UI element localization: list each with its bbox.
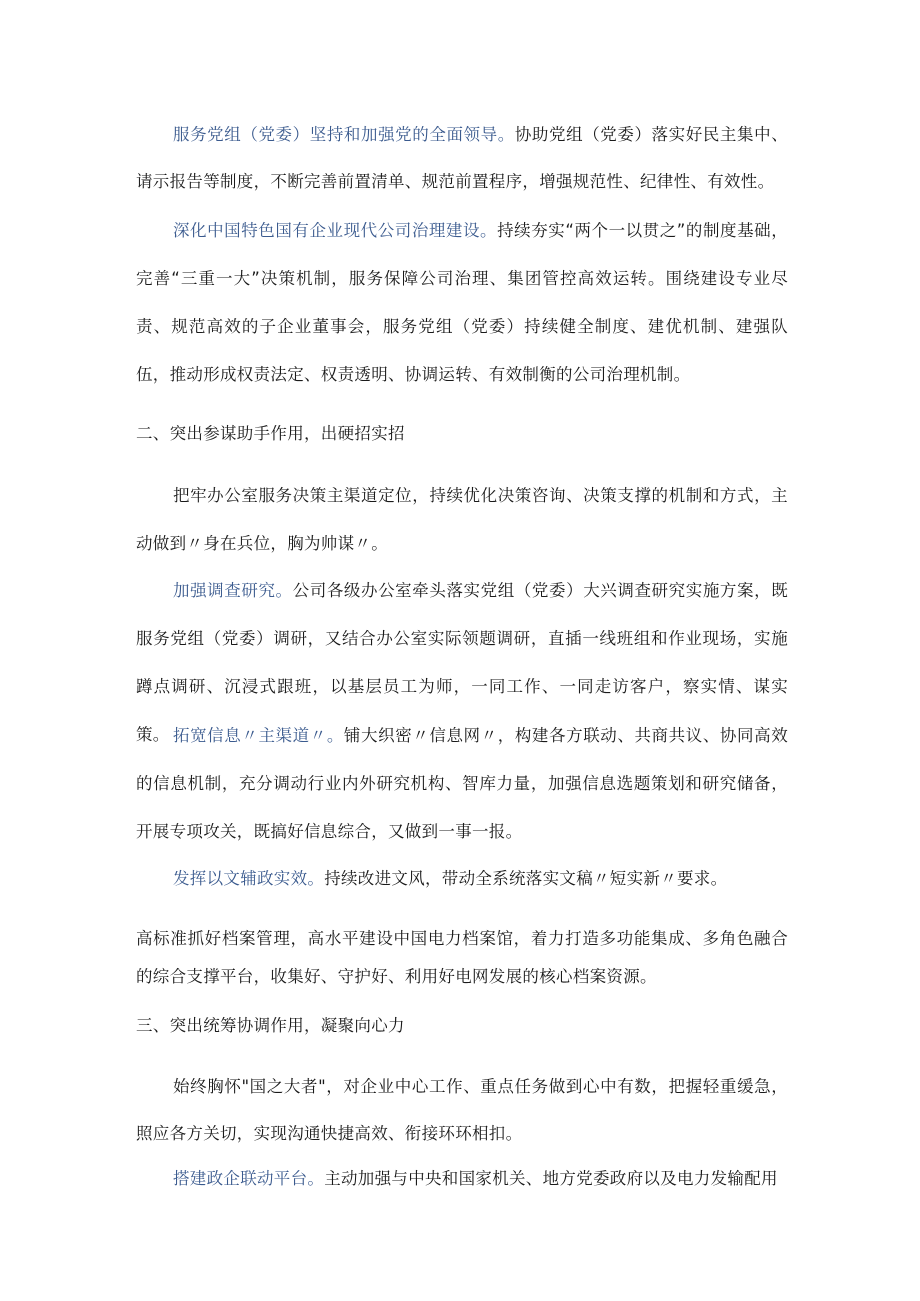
- paragraph-lead: 加强调查研究。: [173, 581, 293, 600]
- paragraph-lead: 发挥以文辅政实效。: [173, 869, 325, 888]
- paragraph-corporate-governance: [136, 207, 788, 399]
- paragraph-lead: 拓宽信息〃主渠道〃。: [173, 726, 344, 745]
- section-heading-three: [136, 1007, 788, 1045]
- paragraph-lead: 搭建政企联动平台。: [173, 1169, 325, 1188]
- paragraph-archives: [136, 920, 788, 996]
- paragraph-text: 主动加强与中央和国家机关、地方党委政府以及电力发输配用: [324, 1169, 778, 1188]
- paragraph-decision-support: [136, 472, 788, 568]
- paragraph-text: 协助党组（党委）落实好民主集中、请示报告等制度，不断完善前置清单、规范前置程序，增强规范性、纪律性、有效性。: [136, 125, 788, 191]
- paragraph-information-channel: [136, 712, 788, 856]
- paragraph-text: 公司各级办公室牵头落实党组（党委）大兴调查研究实施方案，既服务党组（党委）调研，又结合办公室实际领题调研，直插一线班组和作业现场，实施蹲点调研、沉浸式跟班，以基层员工为师，一同工作、一同走访客户，察实情、谋实策。: [136, 581, 788, 744]
- paragraph-text: 铺大织密〃信息网〃，构建各方联动、共商共议、协同高效的信息机制，充分调动行业内外研究机构、智库力量，加强信息选题策划和研究储备，开展专项攻关，既搞好信息综合，又做到一事一报。: [136, 726, 788, 841]
- paragraph-text: 持续夯实“两个一以贯之”的制度基础，完善“三重一大”决策机制，服务保障公司治理、集团管控高效运转。围绕建设专业尽责、规范高效的子企业董事会，服务党组（党委）持续健全制度、建优机制、建强队伍，推动形成权责法定、权责透明、协调运转、有效制衡的公司治理机制。: [136, 221, 788, 384]
- paragraph-text: 把牢办公室服务决策主渠道定位，持续优化决策咨询、决策支撑的机制和方式，主动做到〃身在兵位，胸为帅谋〃。: [136, 486, 788, 553]
- paragraph-coordination: [136, 1063, 788, 1157]
- paragraph-party-leadership: [136, 112, 788, 205]
- paragraph-platform: [136, 1155, 788, 1203]
- paragraph-writing-style: [136, 856, 788, 903]
- heading-text: 三、突出统筹协调作用，凝聚向心力: [136, 1016, 405, 1035]
- heading-text: 二、突出参谋助手作用，出硬招实招: [136, 424, 405, 443]
- paragraph-lead: 服务党组（党委）坚持和加强党的全面领导。: [173, 125, 515, 144]
- paragraph-text: 始终胸怀"国之大者"，对企业中心工作、重点任务做到心中有数，把握轻重缓急，照应各方关切，实现沟通快捷高效、衔接环环相扣。: [136, 1077, 788, 1143]
- paragraph-lead: 深化中国特色国有企业现代公司治理建设。: [173, 221, 498, 240]
- paragraph-text: 高标准抓好档案管理，高水平建设中国电力档案馆，着力打造多功能集成、多角色融合的综合支撑平台，收集好、守护好、利用好电网发展的核心档案资源。: [136, 929, 788, 986]
- paragraph-text: 持续改进文风，带动全系统落实文稿〃短实新〃要求。: [324, 869, 728, 888]
- section-heading-two: [136, 415, 788, 453]
